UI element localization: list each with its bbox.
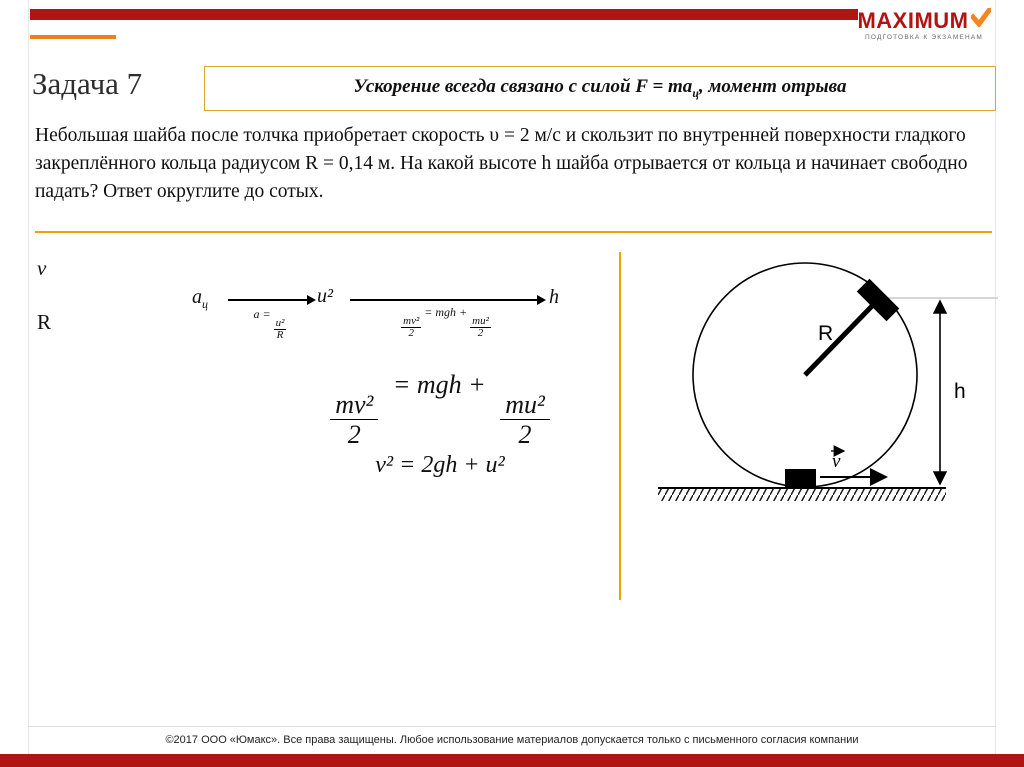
key-idea-text: Ускорение всегда связано с силой F = ma: [353, 76, 693, 98]
page-title: Задача 7: [32, 66, 143, 101]
bottom-red-bar: [0, 754, 1024, 767]
maximum-logo: [846, 10, 1002, 41]
logo-checkmark-icon: [971, 8, 991, 27]
vertical-divider: [619, 252, 621, 600]
key-idea-box: [204, 66, 996, 111]
given-radius: R: [37, 310, 52, 334]
flow-node-u-squared: u²: [317, 285, 333, 307]
velocity-label: [831, 451, 844, 472]
radius-line: [805, 305, 873, 375]
ground-hatching: [658, 489, 946, 501]
flow-arrow-1-label: a = $\frac{\text{u²}}{R}$: [253, 307, 285, 342]
logo-tagline: ПОДГОТОВКА К ЭКЗАМЕНАМ: [864, 34, 984, 41]
footer-divider: [28, 726, 996, 727]
copyright-text: ©2017 ООО «Юмакс». Все права защищены. Любое использование материалов допускается только с письменного согласия компании: [165, 734, 859, 746]
horizontal-divider: [35, 231, 992, 233]
height-label: h: [954, 380, 966, 403]
flow-arrow-2: [350, 299, 538, 301]
top-red-bar: [30, 9, 858, 20]
orange-accent-line: [30, 35, 116, 39]
equation-simplified: v² = 2gh + u²: [375, 452, 505, 478]
svg-text:v: v: [832, 451, 841, 472]
key-idea-subscript: ц: [692, 86, 699, 100]
flow-arrow-2-label: $\frac{\text{mv²}}{2}$ = mgh + $\frac{\text{mu²}}{2}$: [403, 305, 489, 340]
flow-node-h: h: [549, 286, 559, 308]
flow-arrow-1: [228, 299, 308, 301]
radius-label: R: [818, 322, 834, 345]
equation-energy: $\frac{\text{mv²}}{2}$ = mgh + $\frac{\text{mu²}}{2}$: [290, 370, 590, 449]
physics-diagram: [630, 248, 1010, 520]
problem-statement: Небольшая шайба после толчка приобретает скорость υ = 2 м/с и скользит по внутренней поверхности гладкого закреплённого кольца радиусом R = 0,14 м. На какой высоте h шайба отрывается от кольца и начинает свободно падать? Ответ округлите до сотых.: [35, 125, 968, 202]
key-idea-text-tail: , момент отрыва: [698, 76, 847, 98]
slide-border-left: [28, 0, 29, 754]
given-velocity: v: [37, 256, 47, 280]
flow-node-acceleration: $a_ц$: [192, 286, 208, 311]
logo-brand-text: MAXIMUM: [857, 8, 969, 33]
puck-on-ground: [785, 469, 816, 487]
